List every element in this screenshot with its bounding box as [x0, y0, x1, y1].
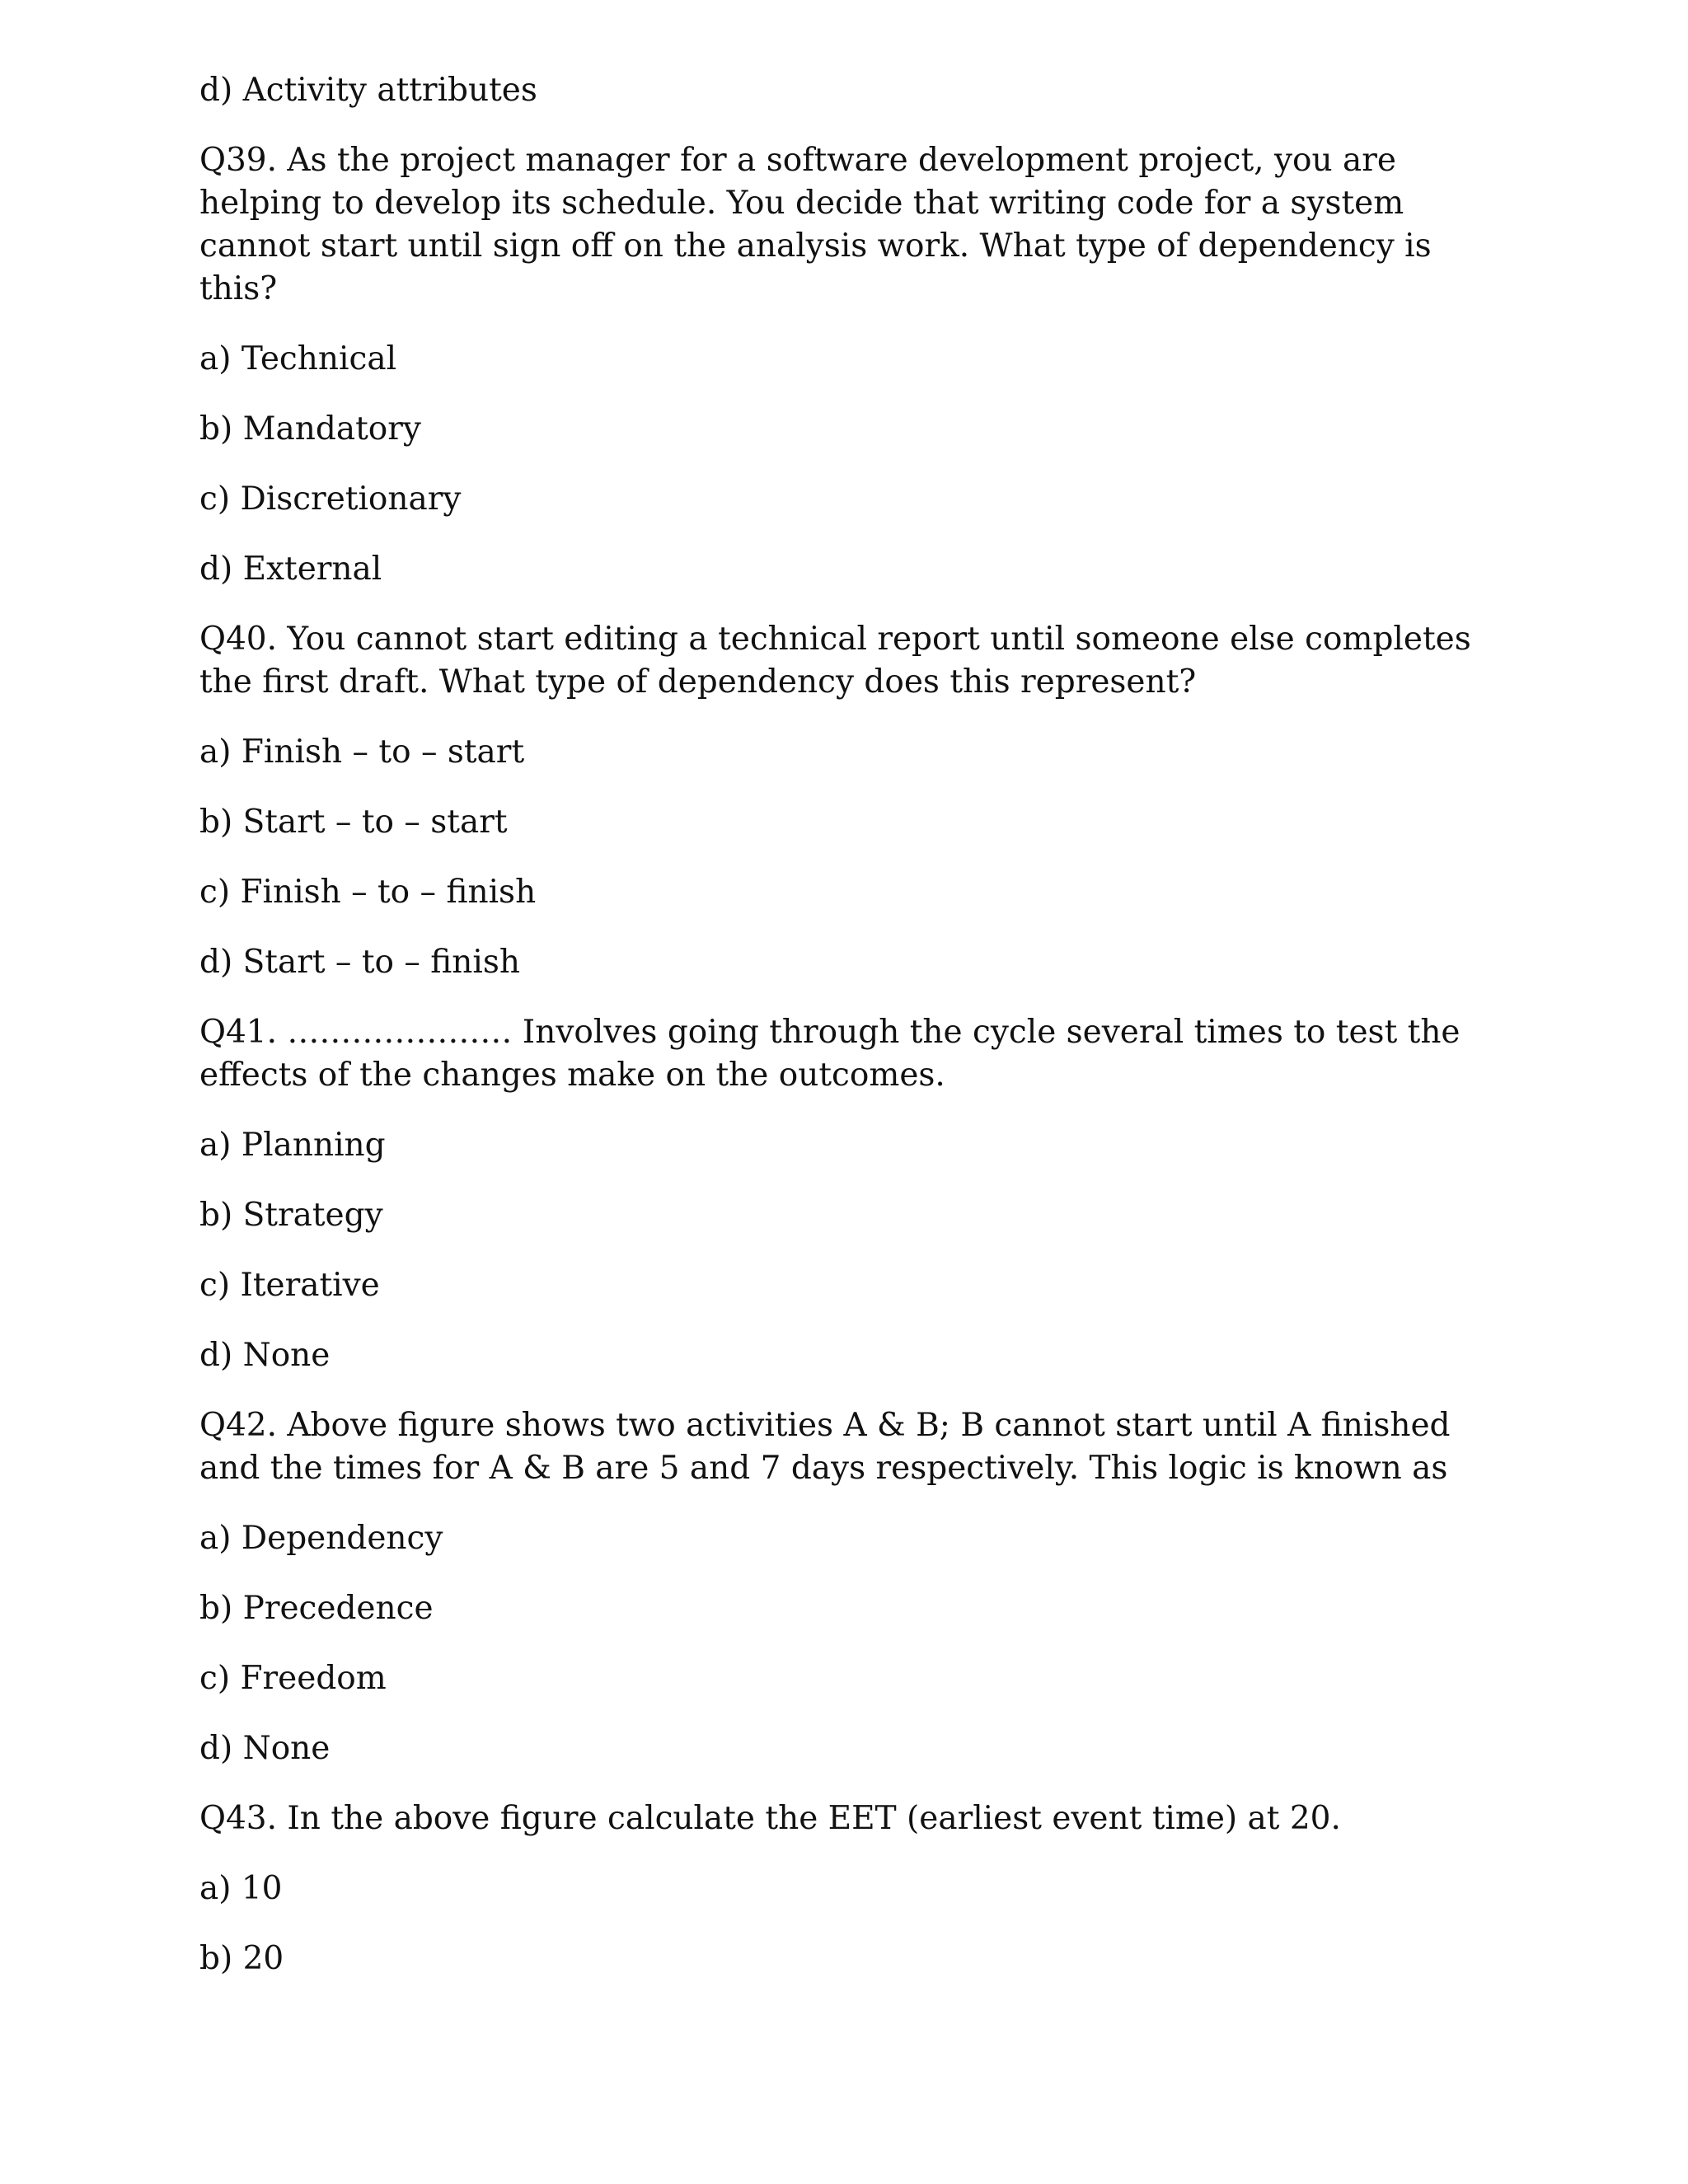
option-q42-d: d) None [199, 1730, 331, 1767]
question-q43: Q43. In the above figure calculate the EET (earliest event time) at 20. [199, 1800, 1341, 1837]
option-q40-b: b) Start – to – start [199, 804, 508, 841]
question-q39: Q39. As the project manager for a software development project, you are helping to develop its schedule. You decide that writing code for a system cannot start until sign off on the analysis work. What type of dependency is this? [199, 142, 1432, 307]
quiz-content [199, 69, 1502, 2008]
option-q40-a: a) Finish – to – start [199, 733, 525, 771]
option-q42-b: b) Precedence [199, 1590, 434, 1627]
option-q41-d: d) None [199, 1337, 331, 1374]
option-q41-b: b) Strategy [199, 1197, 383, 1234]
option-q39-c: c) Discretionary [199, 480, 462, 518]
question-q42: Q42. Above figure shows two activities A & B; B cannot start until A finished and the times for A & B are 5 and 7 days respectively. This logic is known as [199, 1407, 1451, 1487]
option-q39-b: b) Mandatory [199, 410, 421, 448]
option-q38-d: d) Activity attributes [199, 72, 537, 109]
option-q42-c: c) Freedom [199, 1660, 387, 1697]
question-q40: Q40. You cannot start editing a technical report until someone else completes the first draft. What type of dependency does this represent? [199, 621, 1471, 701]
option-q39-d: d) External [199, 551, 382, 588]
option-q40-d: d) Start – to – finish [199, 944, 521, 981]
option-q43-b: b) 20 [199, 1940, 284, 1977]
option-q41-c: c) Iterative [199, 1267, 380, 1304]
option-q40-c: c) Finish – to – finish [199, 874, 537, 911]
option-q41-a: a) Planning [199, 1127, 386, 1164]
question-q41: Q41. ………………… Involves going through the cycle several times to test the effects of the changes make on the outcomes. [199, 1014, 1461, 1094]
option-q42-a: a) Dependency [199, 1520, 443, 1557]
option-q39-a: a) Technical [199, 340, 397, 377]
option-q43-a: a) 10 [199, 1870, 283, 1907]
